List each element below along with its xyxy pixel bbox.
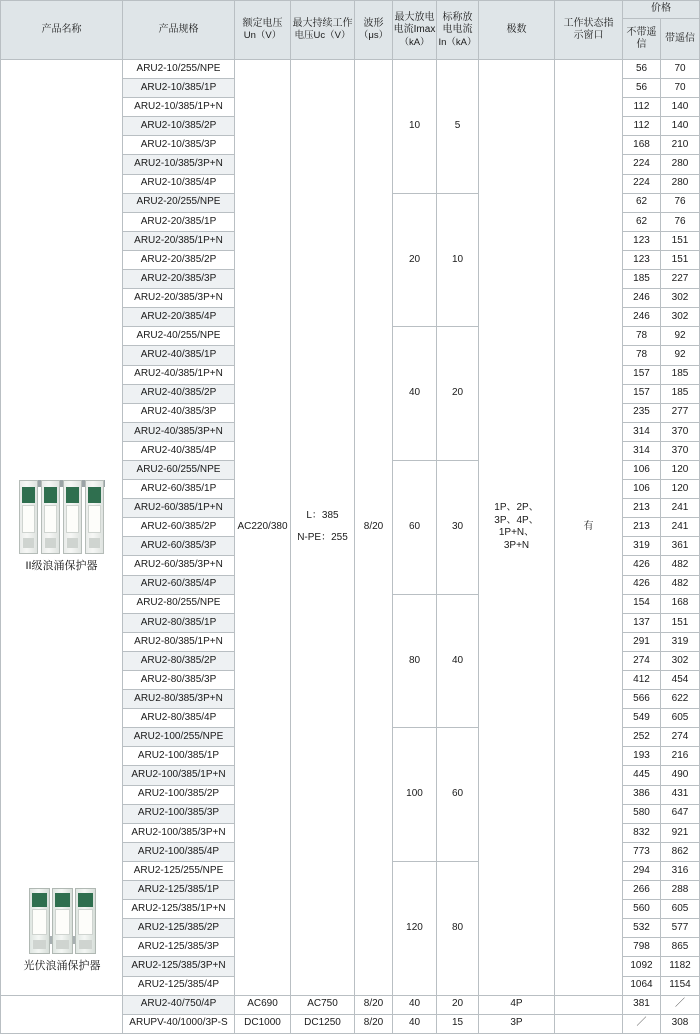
price-no-telecom-cell: 78 (623, 327, 661, 346)
header-price: 价格 (623, 1, 700, 19)
spec-cell: ARU2-125/385/1P (123, 881, 235, 900)
header-in (437, 1, 479, 60)
price-no-telecom-cell: 252 (623, 728, 661, 747)
price-no-telecom-cell: 185 (623, 270, 661, 289)
price-no-telecom-cell: 157 (623, 365, 661, 384)
header-in-line2: 电电流 (442, 24, 473, 36)
product-name-cell-ii (1, 60, 123, 996)
spec-cell: ARU2-60/385/3P+N (123, 556, 235, 575)
header-product-spec: 产品规格 (123, 1, 235, 60)
price-telecom-cell: 92 (661, 327, 700, 346)
spec-cell: ARU2-80/255/NPE (123, 594, 235, 613)
spd-3pole-icon (27, 936, 97, 953)
uc-npe-value: N-PE：255 (297, 532, 348, 544)
imax-cell: 20 (393, 193, 437, 327)
price-telecom-cell: 482 (661, 556, 700, 575)
price-telecom-cell: 274 (661, 728, 700, 747)
price-no-telecom-cell: 168 (623, 136, 661, 155)
in-cell: 20 (437, 995, 479, 1014)
spec-cell: ARU2-60/385/1P+N (123, 499, 235, 518)
status-window-cell (555, 1014, 623, 1033)
price-no-telecom-cell: 246 (623, 308, 661, 327)
price-no-telecom-cell: 314 (623, 422, 661, 441)
header-status-window-line2: 示窗口 (573, 30, 604, 41)
price-no-telecom-cell: 294 (623, 861, 661, 880)
spec-cell: ARU2-10/385/2P (123, 117, 235, 136)
waveform-cell: 8/20 (355, 1014, 393, 1033)
imax-cell: 120 (393, 861, 437, 995)
price-no-telecom-cell: 106 (623, 480, 661, 499)
price-no-telecom-cell: 106 (623, 460, 661, 479)
price-no-telecom-cell: 123 (623, 231, 661, 250)
spec-cell: ARU2-20/385/1P+N (123, 231, 235, 250)
price-no-telecom-cell: 274 (623, 651, 661, 670)
header-imax-line2: 电流Imax (393, 24, 436, 36)
price-no-telecom-cell: 213 (623, 518, 661, 537)
price-no-telecom-cell: ／ (623, 1014, 661, 1033)
price-no-telecom-cell: 246 (623, 289, 661, 308)
price-no-telecom-cell: 1092 (623, 957, 661, 976)
price-no-telecom-cell: 112 (623, 117, 661, 136)
imax-cell: 60 (393, 460, 437, 594)
in-cell: 10 (437, 193, 479, 327)
price-no-telecom-cell: 798 (623, 938, 661, 957)
price-no-telecom-cell: 412 (623, 671, 661, 690)
in-cell: 15 (437, 1014, 479, 1033)
spec-cell: ARU2-100/385/1P (123, 747, 235, 766)
price-no-telecom-cell: 319 (623, 537, 661, 556)
imax-cell: 40 (393, 327, 437, 461)
price-telecom-cell: 308 (661, 1014, 700, 1033)
price-telecom-cell: 140 (661, 98, 700, 117)
price-telecom-cell: 302 (661, 651, 700, 670)
price-telecom-cell: 277 (661, 403, 700, 422)
price-telecom-cell: 140 (661, 117, 700, 136)
spec-cell: ARU2-80/385/1P+N (123, 632, 235, 651)
price-no-telecom-cell: 112 (623, 98, 661, 117)
table-body (1, 60, 700, 1034)
table-row (1, 60, 700, 79)
price-no-telecom-cell: 62 (623, 193, 661, 212)
header-product-name: 产品名称 (1, 1, 123, 60)
price-no-telecom-cell: 426 (623, 575, 661, 594)
price-no-telecom-cell: 773 (623, 842, 661, 861)
price-telecom-cell: 216 (661, 747, 700, 766)
price-no-telecom-cell: 224 (623, 174, 661, 193)
price-no-telecom-cell: 386 (623, 785, 661, 804)
spec-cell: ARUPV-40/1000/3P-S (123, 1014, 235, 1033)
price-no-telecom-cell: 224 (623, 155, 661, 174)
spec-cell: ARU2-80/385/4P (123, 709, 235, 728)
status-window-cell (555, 995, 623, 1014)
spec-cell: ARU2-80/385/3P (123, 671, 235, 690)
price-telecom-cell: 605 (661, 900, 700, 919)
spec-cell: ARU2-20/255/NPE (123, 193, 235, 212)
spec-cell: ARU2-40/385/3P (123, 403, 235, 422)
header-in-line3: In（kA） (438, 36, 477, 48)
spec-cell: ARU2-40/385/1P+N (123, 365, 235, 384)
header-imax (393, 1, 437, 60)
price-telecom-cell: 622 (661, 690, 700, 709)
price-no-telecom-cell: 426 (623, 556, 661, 575)
price-telecom-cell: 120 (661, 460, 700, 479)
price-no-telecom-cell: 1064 (623, 976, 661, 995)
price-telecom-cell: 316 (661, 861, 700, 880)
spec-cell: ARU2-20/385/4P (123, 308, 235, 327)
status-window-cell: 有 (555, 60, 623, 996)
price-telecom-cell: 647 (661, 804, 700, 823)
price-no-telecom-cell: 193 (623, 747, 661, 766)
product-label-pv: 光伏浪涌保护器 (23, 959, 101, 972)
header-max-cont-voltage (291, 1, 355, 60)
spec-cell: ARU2-40/385/3P+N (123, 422, 235, 441)
price-no-telecom-cell: 56 (623, 79, 661, 98)
spec-cell: ARU2-40/255/NPE (123, 327, 235, 346)
spec-cell: ARU2-10/385/1P (123, 79, 235, 98)
spec-cell: ARU2-20/385/3P+N (123, 289, 235, 308)
table-row (1, 995, 700, 1014)
waveform-cell: 8/20 (355, 60, 393, 996)
price-telecom-cell: 862 (661, 842, 700, 861)
price-telecom-cell: 241 (661, 518, 700, 537)
header-rated-voltage-line1: 额定电压 (242, 17, 283, 29)
in-cell: 60 (437, 728, 479, 862)
price-telecom-cell: 168 (661, 594, 700, 613)
price-no-telecom-cell: 62 (623, 212, 661, 231)
price-telecom-cell: 210 (661, 136, 700, 155)
header-in-line1: 标称放 (442, 11, 473, 23)
max-cont-voltage-cell (291, 60, 355, 996)
price-no-telecom-cell: 560 (623, 900, 661, 919)
uc-l-value: L：385 (306, 509, 339, 521)
header-waveform (355, 1, 393, 60)
spec-cell: ARU2-125/385/2P (123, 919, 235, 938)
price-telecom-cell: 605 (661, 709, 700, 728)
product-label-ii: II级浪涌保护器 (25, 560, 98, 573)
price-no-telecom-cell: 314 (623, 441, 661, 460)
price-telecom-cell: 151 (661, 231, 700, 250)
imax-cell: 10 (393, 60, 437, 194)
spec-cell: ARU2-40/385/1P (123, 346, 235, 365)
price-telecom-cell: 921 (661, 823, 700, 842)
spec-cell: ARU2-125/255/NPE (123, 861, 235, 880)
spec-cell: ARU2-10/385/3P (123, 136, 235, 155)
spec-cell: ARU2-40/385/4P (123, 441, 235, 460)
spec-cell: ARU2-10/385/4P (123, 174, 235, 193)
price-telecom-cell: 185 (661, 365, 700, 384)
spec-cell: ARU2-125/385/3P+N (123, 957, 235, 976)
price-telecom-cell: 1154 (661, 976, 700, 995)
spec-cell: ARU2-20/385/3P (123, 270, 235, 289)
imax-cell: 80 (393, 594, 437, 728)
spec-cell: ARU2-10/255/NPE (123, 60, 235, 79)
spec-cell: ARU2-100/385/3P (123, 804, 235, 823)
header-waveform-line2: （μs） (358, 30, 389, 42)
price-no-telecom-cell: 549 (623, 709, 661, 728)
table-header (1, 1, 700, 60)
price-telecom-cell: 370 (661, 441, 700, 460)
price-no-telecom-cell: 137 (623, 613, 661, 632)
price-telecom-cell: 227 (661, 270, 700, 289)
price-telecom-cell: 302 (661, 289, 700, 308)
price-telecom-cell: 151 (661, 250, 700, 269)
spec-cell: ARU2-80/385/1P (123, 613, 235, 632)
spec-cell: ARU2-100/385/4P (123, 842, 235, 861)
header-poles: 极数 (479, 1, 555, 60)
price-no-telecom-cell: 580 (623, 804, 661, 823)
header-max-cont-voltage-line1: 最大持续工作 (292, 17, 353, 29)
price-no-telecom-cell: 832 (623, 823, 661, 842)
price-telecom-cell: 288 (661, 881, 700, 900)
price-no-telecom-cell: 532 (623, 919, 661, 938)
rated-voltage-cell: AC690 (235, 995, 291, 1014)
price-telecom-cell: ／ (661, 995, 700, 1014)
price-no-telecom-cell: 123 (623, 250, 661, 269)
in-cell: 5 (437, 60, 479, 194)
price-telecom-cell: 319 (661, 632, 700, 651)
spec-cell: ARU2-40/750/4P (123, 995, 235, 1014)
price-telecom-cell: 302 (661, 308, 700, 327)
in-cell: 30 (437, 460, 479, 594)
spec-cell: ARU2-80/385/3P+N (123, 690, 235, 709)
price-no-telecom-cell: 445 (623, 766, 661, 785)
header-price-no-telecom: 不带遥信 (623, 19, 661, 60)
price-telecom-cell: 92 (661, 346, 700, 365)
in-cell: 20 (437, 327, 479, 461)
price-telecom-cell: 280 (661, 174, 700, 193)
waveform-cell: 8/20 (355, 995, 393, 1014)
rated-voltage-cell: AC220/380 (235, 60, 291, 996)
price-no-telecom-cell: 381 (623, 995, 661, 1014)
spec-cell: ARU2-60/385/1P (123, 480, 235, 499)
spec-cell: ARU2-60/255/NPE (123, 460, 235, 479)
price-telecom-cell: 454 (661, 671, 700, 690)
price-no-telecom-cell: 235 (623, 403, 661, 422)
header-rated-voltage-line2: Un（V） (243, 30, 282, 42)
price-telecom-cell: 120 (661, 480, 700, 499)
imax-cell: 100 (393, 728, 437, 862)
header-max-cont-voltage-line2: 电压Uc（V） (294, 30, 351, 42)
price-telecom-cell: 280 (661, 155, 700, 174)
spec-cell: ARU2-20/385/2P (123, 250, 235, 269)
price-no-telecom-cell: 291 (623, 632, 661, 651)
spec-cell: ARU2-60/385/4P (123, 575, 235, 594)
price-telecom-cell: 361 (661, 537, 700, 556)
spec-cell: ARU2-125/385/4P (123, 976, 235, 995)
header-status-window-line1: 工作状态指 (563, 17, 614, 29)
spec-cell: ARU2-10/385/1P+N (123, 98, 235, 117)
poles-cell: 3P (479, 1014, 555, 1033)
spec-cell: ARU2-125/385/3P (123, 938, 235, 957)
price-telecom-cell: 1182 (661, 957, 700, 976)
price-telecom-cell: 577 (661, 919, 700, 938)
price-telecom-cell: 865 (661, 938, 700, 957)
header-imax-line3: （kA） (399, 36, 430, 48)
price-no-telecom-cell: 154 (623, 594, 661, 613)
spec-cell: ARU2-100/255/NPE (123, 728, 235, 747)
spec-cell: ARU2-100/385/3P+N (123, 823, 235, 842)
imax-cell: 40 (393, 995, 437, 1014)
price-telecom-cell: 185 (661, 384, 700, 403)
price-telecom-cell: 76 (661, 212, 700, 231)
poles-cell: 4P (479, 995, 555, 1014)
price-telecom-cell: 370 (661, 422, 700, 441)
header-status-window (555, 1, 623, 60)
spec-cell: ARU2-20/385/1P (123, 212, 235, 231)
price-no-telecom-cell: 56 (623, 60, 661, 79)
spec-cell: ARU2-80/385/2P (123, 651, 235, 670)
spec-cell: ARU2-10/385/3P+N (123, 155, 235, 174)
price-no-telecom-cell: 213 (623, 499, 661, 518)
header-rated-voltage (235, 1, 291, 60)
header-imax-line1: 最大放电 (394, 11, 435, 23)
product-name-cell-pv (1, 959, 123, 1033)
price-telecom-cell: 482 (661, 575, 700, 594)
price-telecom-cell: 241 (661, 499, 700, 518)
price-telecom-cell: 76 (661, 193, 700, 212)
price-telecom-cell: 70 (661, 60, 700, 79)
spec-cell: ARU2-125/385/1P+N (123, 900, 235, 919)
spec-cell: ARU2-40/385/2P (123, 384, 235, 403)
imax-cell: 40 (393, 1014, 437, 1033)
price-no-telecom-cell: 566 (623, 690, 661, 709)
spec-cell: ARU2-100/385/2P (123, 785, 235, 804)
price-telecom-cell: 490 (661, 766, 700, 785)
header-waveform-line1: 波形 (363, 17, 384, 29)
price-no-telecom-cell: 266 (623, 881, 661, 900)
price-telecom-cell: 151 (661, 613, 700, 632)
price-telecom-cell: 431 (661, 785, 700, 804)
rated-voltage-cell: DC1000 (235, 1014, 291, 1033)
in-cell: 80 (437, 861, 479, 995)
price-no-telecom-cell: 78 (623, 346, 661, 365)
price-telecom-cell: 70 (661, 79, 700, 98)
spd-4pole-icon (19, 480, 105, 554)
max-cont-voltage-cell: DC1250 (291, 1014, 355, 1033)
spec-cell: ARU2-100/385/1P+N (123, 766, 235, 785)
header-price-telecom: 带遥信 (661, 19, 700, 60)
spec-cell: ARU2-60/385/2P (123, 518, 235, 537)
poles-cell: 1P、2P、 3P、4P、 1P+N、 3P+N (479, 60, 555, 996)
spec-cell: ARU2-60/385/3P (123, 537, 235, 556)
max-cont-voltage-cell: AC750 (291, 995, 355, 1014)
in-cell: 40 (437, 594, 479, 728)
price-no-telecom-cell: 157 (623, 384, 661, 403)
